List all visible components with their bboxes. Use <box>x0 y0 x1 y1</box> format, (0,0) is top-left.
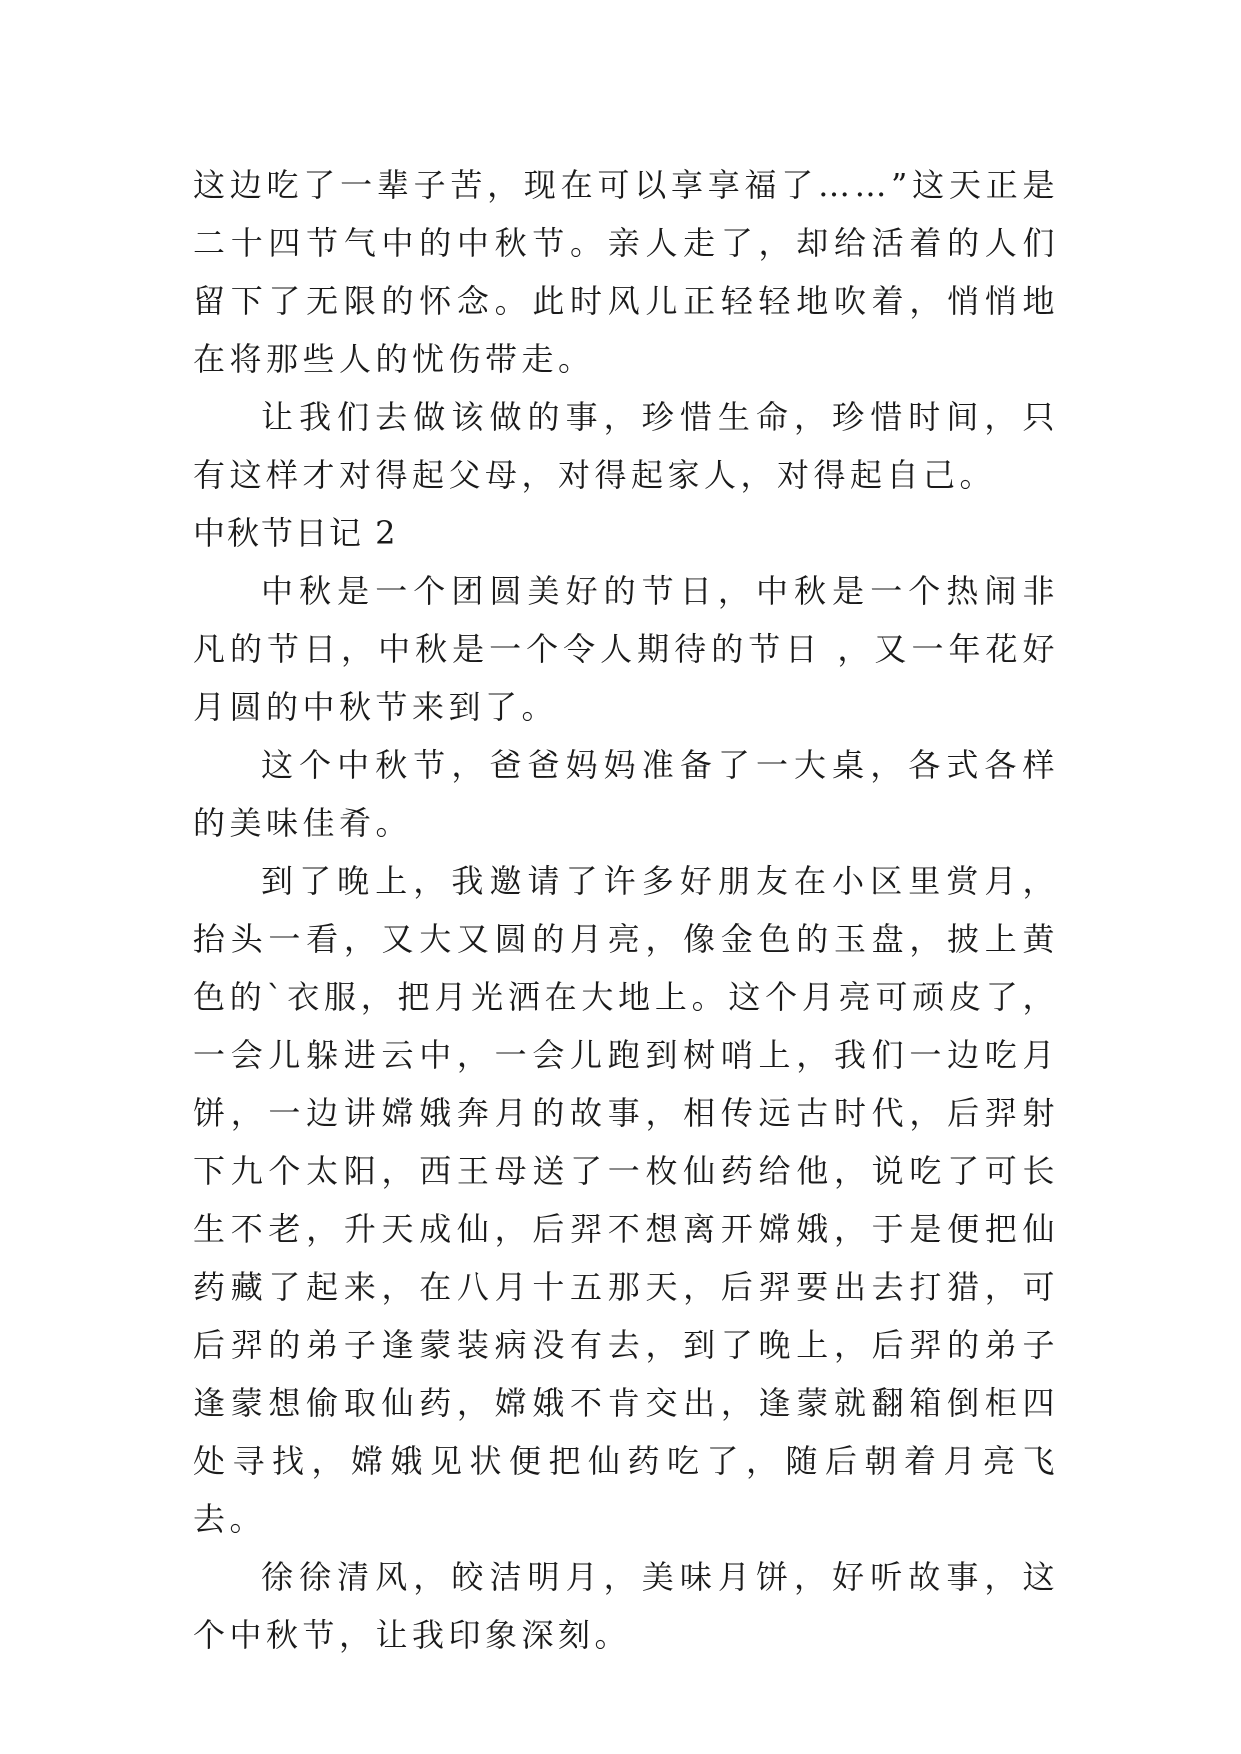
paragraph-cherish-life: 让我们去做该做的事，珍惜生命，珍惜时间，只有这样才对得起父母，对得起家人，对得起自己。 <box>193 398 1059 494</box>
paragraph-intro: 中秋是一个团圆美好的节日，中秋是一个热闹非凡的节日，中秋是一个令人期待的节日 ，又一年花好月圆的中秋节来到了。 <box>193 572 1059 726</box>
paragraph-conclusion: 徐徐清风，皎洁明月，美味月饼，好听故事，这个中秋节，让我印象深刻。 <box>193 1558 1059 1654</box>
paragraph-moon-story: 到了晚上，我邀请了许多好朋友在小区里赏月，抬头一看，又大又圆的月亮，像金色的玉盘，披上黄色的`衣服，把月光洒在大地上。这个月亮可顽皮了，一会儿躲进云中，一会儿跑到树哨上，我们一边吃月饼，一边讲嫦娥奔月的故事，相传远古时代，后羿射下九个太阳，西王母送了一枚仙药给他，说吃了可长生不老，升天成仙，后羿不想离开嫦娥，于是便把仙药藏了起来，在八月十五那天，后羿要出去打猎，可后羿的弟子逢蒙装病没有去，到了晚上，后羿的弟子逢蒙想偷取仙药，嫦娥不肯交出，逢蒙就翻箱倒柜四处寻找，嫦娥见状便把仙药吃了，随后朝着月亮飞去。 <box>193 862 1059 1538</box>
document-body <box>193 156 1059 1664</box>
paragraph-continued: 这边吃了一辈子苦，现在可以享享福了……”这天正是二十四节气中的中秋节。亲人走了，却给活着的人们留下了无限的怀念。此时风儿正轻轻地吹着，悄悄地在将那些人的忧伤带走。 <box>193 166 1059 378</box>
section-heading: 中秋节日记 2 <box>193 514 398 552</box>
paragraph-dinner: 这个中秋节，爸爸妈妈准备了一大桌，各式各样的美味佳肴。 <box>193 746 1059 842</box>
